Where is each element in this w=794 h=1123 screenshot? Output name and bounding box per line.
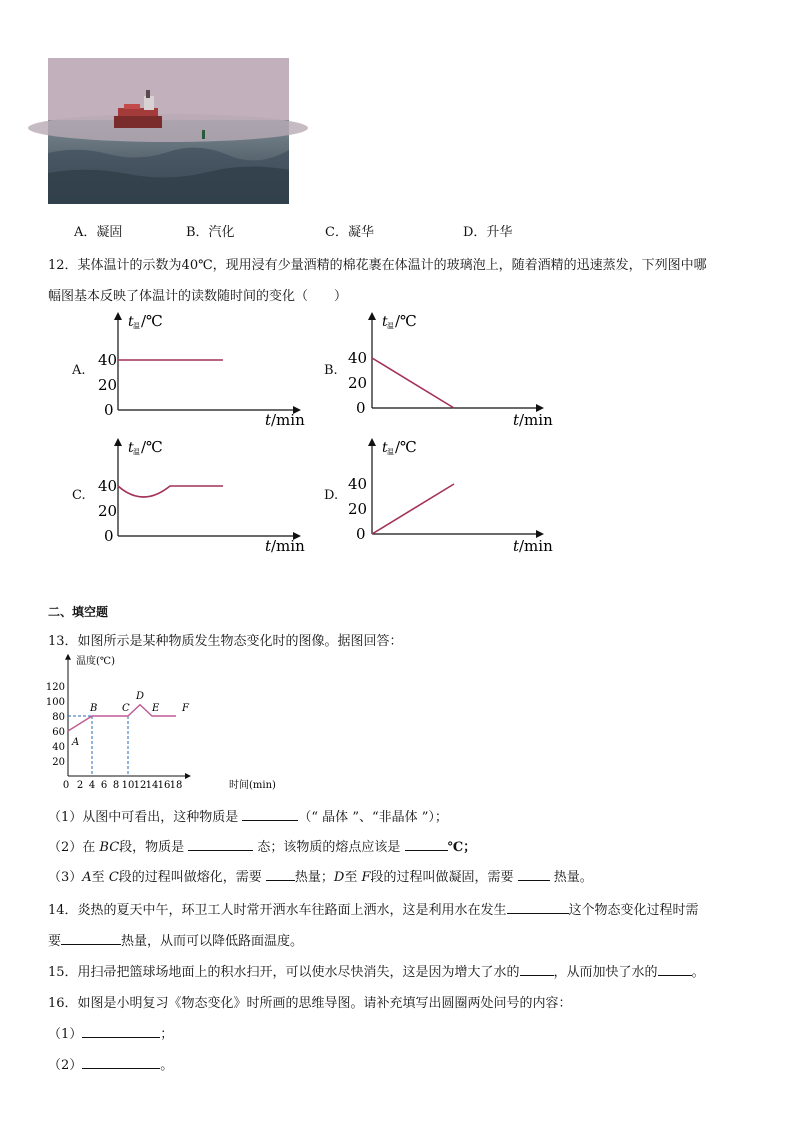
graph-a bbox=[98, 308, 308, 432]
q12-stem-line1: 12．某体温计的示数为40℃，现用浸有少量酒精的棉花裹在体温计的玻璃泡上，随着酒精的迅速蒸发，下列图中哪 bbox=[48, 258, 707, 273]
q13-x-tick: 16 bbox=[157, 780, 171, 791]
q13-y-tick: 60 bbox=[52, 727, 65, 738]
q13-sub3-D: D bbox=[333, 870, 345, 885]
q12-stem-line2: 幅图基本反映了体温计的读数随时间的变化（ ） bbox=[48, 289, 348, 304]
q15-line bbox=[48, 961, 705, 980]
q13-point-label: B bbox=[90, 703, 98, 714]
graph-c-label: C. bbox=[72, 488, 86, 503]
q13-sub3-text-d: 热量； bbox=[294, 870, 334, 885]
q13-y-tick: 120 bbox=[45, 682, 65, 693]
svg-text:t: t bbox=[513, 411, 520, 429]
q13-x-tick: 12 bbox=[133, 780, 147, 791]
q13-x-tick: 10 bbox=[121, 780, 135, 791]
q13-point-label: A bbox=[72, 737, 80, 748]
q16-sub1-end: ； bbox=[160, 1027, 174, 1042]
svg-text:/min: /min bbox=[271, 537, 305, 555]
q13-sub2-text-c: 态；该物质的熔点应该是 bbox=[253, 840, 405, 855]
q13-x-arrow bbox=[185, 773, 191, 779]
q13-y-tick: 40 bbox=[52, 742, 65, 753]
q11-option-b: B．汽化 bbox=[186, 225, 235, 240]
q14-blank-2[interactable] bbox=[61, 932, 121, 945]
svg-text:0: 0 bbox=[356, 525, 366, 543]
svg-text:温: 温 bbox=[133, 322, 140, 330]
q14-line2 bbox=[48, 930, 303, 949]
q13-blank-1[interactable] bbox=[242, 808, 298, 821]
graph-d bbox=[348, 434, 558, 558]
q13-sub2-text-a: （2）在 bbox=[48, 840, 100, 855]
q13-y-tick: 80 bbox=[52, 712, 65, 723]
svg-text:/min: /min bbox=[519, 411, 553, 429]
q11-option-c: C．凝华 bbox=[325, 225, 374, 240]
q13-sub1-text-a: （1）从图中可看出，这种物质是 bbox=[48, 810, 243, 825]
svg-text:0: 0 bbox=[104, 527, 114, 545]
q16-sub1 bbox=[48, 1023, 173, 1042]
q13-sub3-text-g: 热量。 bbox=[549, 870, 593, 885]
q13-sub3-text-f: 段的过程叫做凝固，需要 bbox=[370, 870, 518, 885]
q13-sub3-text-e: 至 bbox=[344, 870, 362, 885]
q13-blank-4[interactable] bbox=[266, 868, 295, 881]
graph-c bbox=[98, 434, 308, 558]
q15-text-a: 15．用扫帚把篮球场地面上的积水扫开，可以使水尽快消失，这是因为增大了水的 bbox=[48, 965, 520, 980]
svg-text:t: t bbox=[513, 537, 520, 555]
q15-blank-2[interactable] bbox=[658, 963, 692, 976]
q13-sub3-text-c: 段的过程叫做熔化，需要 bbox=[118, 870, 266, 885]
q14-text-a: 14．炎热的夏天中午，环卫工人时常开洒水车往路面上洒水，这是利用水在发生 bbox=[48, 903, 507, 918]
svg-text:温: 温 bbox=[133, 448, 140, 456]
q13-x-tick: 18 bbox=[169, 780, 183, 791]
svg-text:20: 20 bbox=[98, 376, 118, 394]
q13-x-tick: 14 bbox=[145, 780, 159, 791]
q13-blank-2[interactable] bbox=[188, 838, 253, 851]
q13-x-tick: 8 bbox=[112, 780, 120, 791]
q13-y-tick: 100 bbox=[45, 697, 65, 708]
q16-sub1-label: （1） bbox=[48, 1027, 83, 1042]
svg-text:t: t bbox=[265, 537, 272, 555]
q13-sub3-A: A bbox=[82, 870, 92, 885]
q16-stem: 16．如图是小明复习《物态变化》时所画的思维导图。请补充填写出圆圈两处问号的内容： bbox=[48, 996, 572, 1011]
svg-text:/℃: /℃ bbox=[395, 312, 417, 330]
q16-sub2 bbox=[48, 1054, 173, 1073]
svg-text:/min: /min bbox=[271, 411, 305, 429]
q13-sub2 bbox=[48, 836, 476, 855]
q13-x-tick: 6 bbox=[100, 780, 108, 791]
q13-ylabel: 温度(℃) bbox=[76, 656, 115, 667]
q13-point-label: C bbox=[122, 703, 130, 714]
q13-blank-5[interactable] bbox=[518, 868, 550, 881]
q13-y-tick: 20 bbox=[52, 757, 65, 768]
fog-sea-ship-photo bbox=[48, 58, 289, 204]
svg-text:t: t bbox=[382, 314, 388, 330]
q13-y-arrow bbox=[65, 654, 71, 660]
q13-sub2-text-b: 段，物质是 bbox=[119, 840, 189, 855]
q16-sub2-end: 。 bbox=[160, 1058, 174, 1073]
svg-text:0: 0 bbox=[356, 399, 366, 417]
svg-text:温: 温 bbox=[387, 448, 394, 456]
q13-sub3-F: F bbox=[361, 870, 371, 885]
q13-point-label: F bbox=[182, 703, 189, 714]
ship-illustration bbox=[48, 58, 289, 204]
graph-a-label: A. bbox=[72, 363, 86, 378]
svg-text:20: 20 bbox=[98, 502, 118, 520]
q13-xlabel: 时间(min) bbox=[229, 780, 276, 791]
q13-x-tick: 0 bbox=[62, 780, 70, 791]
q13-x-tick: 4 bbox=[88, 780, 96, 791]
svg-text:40: 40 bbox=[98, 477, 118, 495]
svg-text:/℃: /℃ bbox=[141, 438, 163, 456]
svg-text:温: 温 bbox=[387, 322, 394, 330]
svg-text:0: 0 bbox=[104, 401, 114, 419]
q14-text-b: 这个物态变化过程时需 bbox=[568, 903, 699, 918]
q16-blank-1[interactable] bbox=[82, 1025, 160, 1038]
svg-text:t: t bbox=[382, 440, 388, 456]
q13-blank-3[interactable] bbox=[405, 838, 448, 851]
q15-text-c: 。 bbox=[691, 965, 705, 980]
graph-d-label: D. bbox=[324, 488, 339, 503]
q13-x-tick: 2 bbox=[76, 780, 84, 791]
q16-blank-2[interactable] bbox=[82, 1056, 160, 1069]
q13-sub3-text-a: （3） bbox=[48, 870, 83, 885]
q13-sub1 bbox=[48, 806, 448, 825]
q15-text-b: ，从而加快了水的 bbox=[553, 965, 658, 980]
svg-text:40: 40 bbox=[348, 475, 368, 493]
q16-sub2-label: （2） bbox=[48, 1058, 83, 1073]
q14-blank-1[interactable] bbox=[507, 901, 569, 914]
svg-text:20: 20 bbox=[348, 500, 368, 518]
q14-text-c: 要 bbox=[48, 934, 62, 949]
q13-sub3-C: C bbox=[108, 870, 119, 885]
svg-text:/℃: /℃ bbox=[141, 312, 163, 330]
q13-temperature-chart bbox=[45, 650, 288, 795]
svg-text:/min: /min bbox=[519, 537, 553, 555]
q12-graphs bbox=[48, 308, 568, 558]
q11-option-d: D．升华 bbox=[463, 225, 513, 240]
svg-text:20: 20 bbox=[348, 374, 368, 392]
q13-sub1-text-b: （“ 晶体 ”、“非晶体 ”）； bbox=[298, 810, 448, 825]
q14-line1 bbox=[48, 899, 699, 918]
q15-blank-1[interactable] bbox=[520, 963, 554, 976]
svg-text:40: 40 bbox=[98, 351, 118, 369]
q13-point-label: E bbox=[152, 703, 160, 714]
graph-b-label: B. bbox=[324, 363, 338, 378]
section-title: 二、填空题 bbox=[48, 605, 109, 619]
svg-text:t: t bbox=[265, 411, 272, 429]
q11-option-a: A．凝固 bbox=[74, 225, 123, 240]
q13-sub3 bbox=[48, 866, 593, 885]
q13-sub2-text-d: ℃； bbox=[447, 840, 477, 855]
svg-text:/℃: /℃ bbox=[395, 438, 417, 456]
q14-text-d: 热量，从而可以降低路面温度。 bbox=[121, 934, 304, 949]
q13-sub2-bc: BC bbox=[99, 840, 120, 855]
svg-text:40: 40 bbox=[348, 349, 368, 367]
q13-sub3-text-b: 至 bbox=[91, 870, 109, 885]
q13-point-label: D bbox=[136, 690, 145, 702]
q13-stem: 13．如图所示是某种物质发生物态变化时的图像。据图回答： bbox=[48, 634, 403, 649]
svg-text:t: t bbox=[128, 440, 134, 456]
graph-b bbox=[348, 308, 558, 432]
svg-text:t: t bbox=[128, 314, 134, 330]
